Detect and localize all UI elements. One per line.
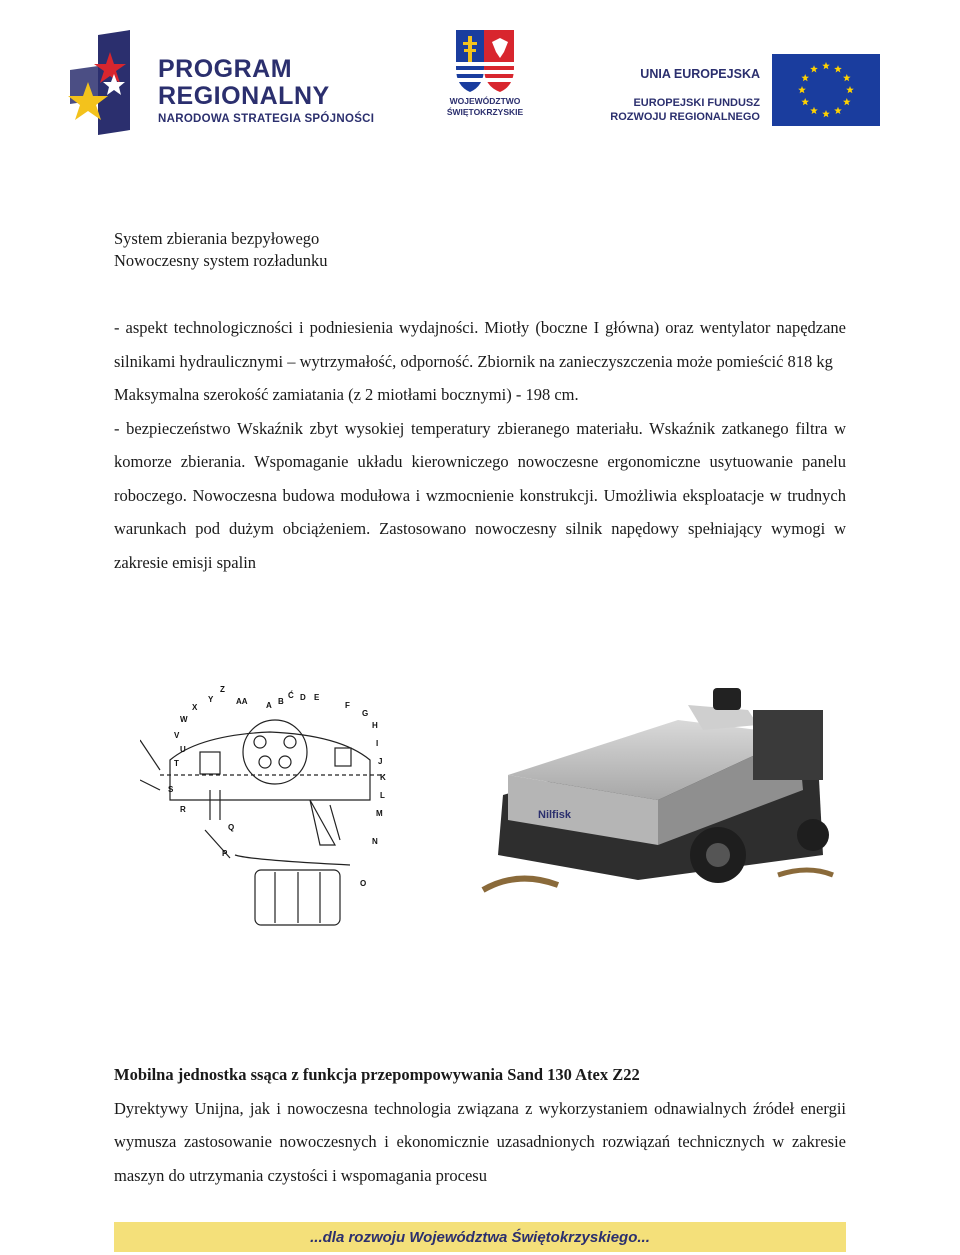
diagram-label: X <box>192 703 198 712</box>
sweeper-machine-photo <box>478 680 840 910</box>
intro-block <box>114 228 328 272</box>
paragraph-sweeping-width: Maksymalna szerokość zamiatania (z 2 miotłami bocznymi) - 198 cm. <box>114 385 579 404</box>
footer-banner <box>114 1222 846 1252</box>
paragraph-safety: - bezpieczeństwo Wskaźnik zbyt wysokiej temperatury zbieranego materiału. Wskaźnik zatkanego filtra w komorze zbierania. Wspomaganie układu kierowniczego nowoczesne ergonomiczne usytuowanie panelu roboczego. Nowoczesna budowa modułowa i wzmocnienie konstrukcji. Umożliwia eksploatacje w trudnych warunkach pod dużym obciążeniem. Zastosowano nowoczesny silnik napędowy spełniający wymogi w zakresie emisji spalin <box>114 418 846 572</box>
nilfisk-brand-label: Nilfisk <box>538 809 572 821</box>
diagram-label: H <box>372 721 378 730</box>
diagram-label: K <box>380 773 386 782</box>
eu-logo-line1: UNIA EUROPEJSKA <box>640 67 760 81</box>
diagram-label: V <box>174 731 180 740</box>
diagram-label: P <box>222 849 228 858</box>
diagram-label: I <box>376 739 379 748</box>
header <box>0 0 960 160</box>
diagram-label: Q <box>228 823 235 832</box>
diagram-label: Y <box>208 695 214 704</box>
diagram-label: G <box>362 709 369 718</box>
diagram-label: O <box>360 879 367 888</box>
paragraph-technology: - aspekt technologiczności i podniesienia wydajności. Miotły (boczne I główna) oraz wentylator napędzane silnikami hydraulicznymi – wytrzymałość, odporność. Zbiornik na zanieczyszczenia może pomieścić 818 kg <box>114 318 846 371</box>
diagram-label: AA <box>236 697 248 706</box>
voivodeship-logo-line2: ŚWIĘTOKRZYSKIE <box>446 107 524 117</box>
diagram-label: D <box>300 693 306 702</box>
diagram-label: T <box>174 759 179 768</box>
diagram-label: B <box>278 697 284 706</box>
diagram-label: E <box>314 693 320 702</box>
section-title: Mobilna jednostka ssąca z funkcja przepompowywania Sand 130 Atex Z22 <box>114 1065 640 1084</box>
section-sand130 <box>114 1058 846 1192</box>
diagram-label: Z <box>220 685 225 694</box>
program-logo-line3: NARODOWA STRATEGIA SPÓJNOŚCI <box>158 113 375 125</box>
eu-logo-line3: ROZWOJU REGIONALNEGO <box>610 111 760 123</box>
intro-line-1: System zbierania bezpyłowego <box>114 229 320 248</box>
diagram-label: S <box>168 785 174 794</box>
diagram-label: A <box>266 701 272 710</box>
coat-of-arms-icon <box>440 28 530 94</box>
diagram-label: U <box>180 745 186 754</box>
diagram-label: F <box>345 701 350 710</box>
diagram-label: R <box>180 805 186 814</box>
feature-description <box>114 311 846 579</box>
eu-logo-line2: EUROPEJSKI FUNDUSZ <box>633 97 760 109</box>
program-regionalny-logo <box>68 30 398 135</box>
control-panel-diagram <box>140 680 400 940</box>
section-body: Dyrektywy Unijna, jak i nowoczesna technologia związana z wykorzystaniem odnawialnych źródeł energii wymusza zastosowanie nowoczesnych i ekonomicznie uzasadnionych rozwiązań technicznych w zakresie maszyn do utrzymania czystości i wspomagania procesu <box>114 1098 846 1185</box>
intro-line-2: Nowoczesny system rozładunku <box>114 251 328 270</box>
swietokrzyskie-logo <box>440 28 530 133</box>
program-logo-line2: REGIONALNY <box>158 82 330 110</box>
diagram-label: N <box>372 837 378 846</box>
eu-logo <box>608 52 888 132</box>
eu-flag-icon <box>772 54 880 126</box>
diagram-label: W <box>180 715 188 724</box>
diagram-label: Ć <box>288 691 294 700</box>
diagram-label: M <box>376 809 383 818</box>
footer-slogan: ...dla rozwoju Województwa Świętokrzyskiego... <box>310 1229 650 1246</box>
program-logo-line1: PROGRAM <box>158 55 293 83</box>
voivodeship-logo-line1: WOJEWÓDZTWO <box>449 96 521 106</box>
diagram-label: J <box>378 757 383 766</box>
program-star-emblem <box>68 30 158 135</box>
diagram-label: L <box>380 791 385 800</box>
